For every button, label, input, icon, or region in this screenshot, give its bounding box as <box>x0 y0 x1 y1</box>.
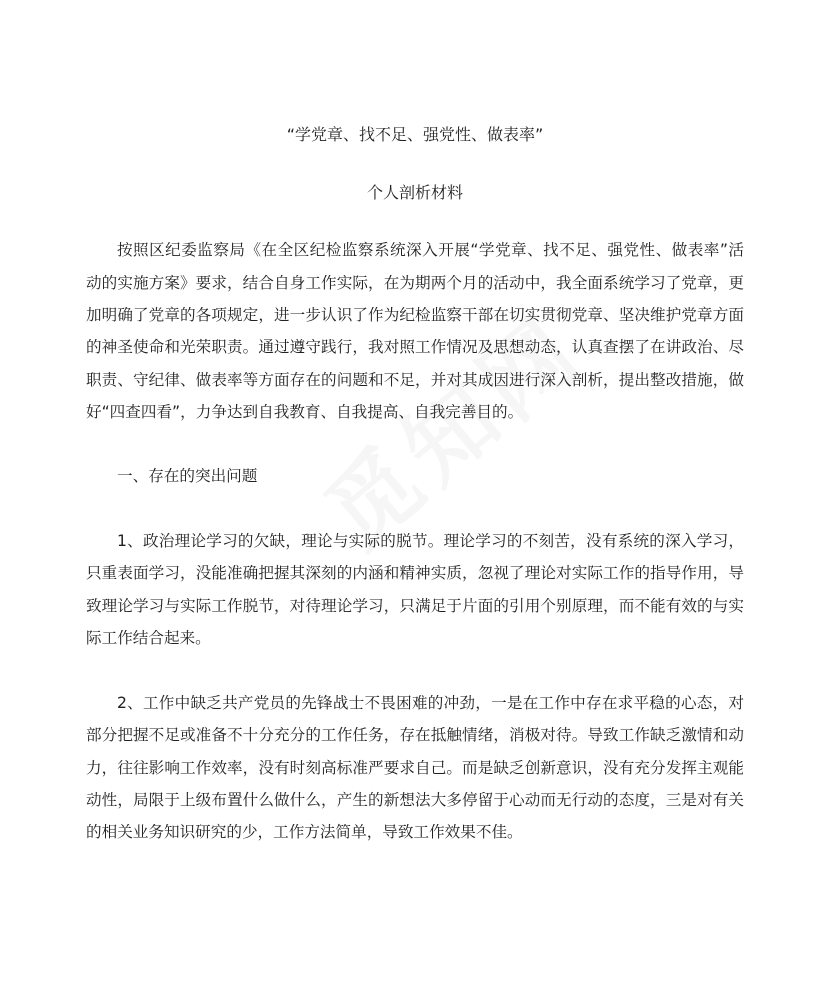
text-line: 2、工作中缺乏共产党员的先锋战士不畏困难的冲劲，一是在工作中存在求平稳的心态，对 <box>117 694 744 712</box>
text-line: 只重表面学习，没能准确把握其深刻的内涵和精神实质，忽视了理论对实际工作的指导作用，导 <box>86 564 744 582</box>
text-line: 动性，局限于上级布置什么做什么，产生的新想法大多停留于心动而无行动的态度，三是对有关 <box>86 791 744 809</box>
text-line: 好“四查四看”，力争达到自我教育、自我提高、自我完善目的。 <box>86 403 524 421</box>
text-line: 的相关业务知识研究的少，工作方法简单，导致工作效果不佳。 <box>86 823 523 841</box>
text-line: 职责、守纪律、做表率等方面存在的问题和不足，并对其成因进行深入剖析，提出整改措施，做 <box>86 371 744 389</box>
text-line: 1、政治理论学习的欠缺，理论与实际的脱节。理论学习的不刻苦，没有系统的深入学习， <box>117 532 744 550</box>
document-subtitle: 个人剖析材料 <box>366 183 463 202</box>
document-title: “学党章、找不足、强党性、做表率” <box>286 125 544 144</box>
text-line: 致理论学习与实际工作脱节，对待理论学习，只满足于片面的引用个别原理，而不能有效的与实 <box>86 597 744 615</box>
text-line: 的神圣使命和光荣职责。通过遵守践行，我对照工作情况及思想动态，认真查摆了在讲政治、尽 <box>86 338 744 356</box>
text-line: 部分把握不足或准备不十分充分的工作任务，存在抵触情绪，消极对待。导致工作缺乏激情和动 <box>86 726 744 744</box>
section-heading: 一、存在的突出问题 <box>117 467 258 485</box>
text-line: 加明确了党章的各项规定，进一步认识了作为纪检监察干部在切实贯彻党章、坚决维护党章方面 <box>86 306 744 324</box>
text-line: 际工作结合起来。 <box>86 629 211 647</box>
text-line: 力，往往影响工作效率，没有时刻高标准严要求自己。而是缺乏创新意识，没有充分发挥主观能 <box>86 759 744 777</box>
text-line: 按照区纪委监察局《在全区纪检监察系统深入开展“学党章、找不足、强党性、做表率”活 <box>117 241 744 259</box>
text-line: 动的实施方案》要求，结合自身工作实际，在为期两个月的活动中，我全面系统学习了党章，更 <box>86 274 744 292</box>
